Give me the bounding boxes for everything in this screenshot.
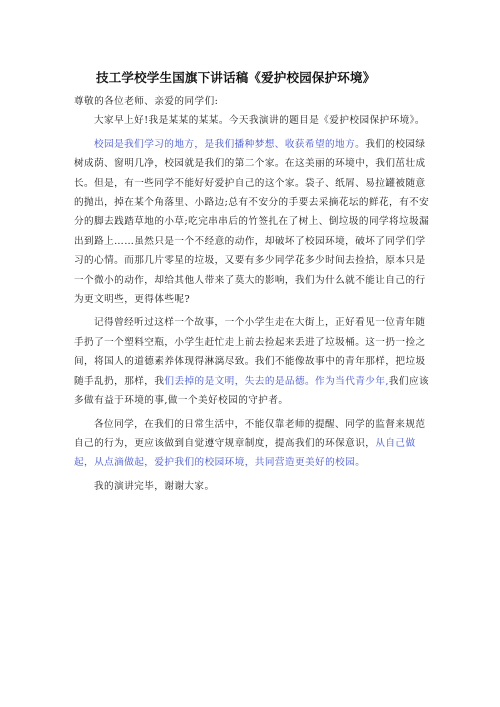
highlighted-sentence: 校园是我们学习的地方，是我们播种梦想、收获希望的地方。 — [94, 138, 366, 150]
paragraph-call-to-action — [74, 415, 434, 473]
highlighted-sentence: 从自己做起，从点滴做起，爱护我们的校园环境，共同营造更美好的校园。 — [74, 437, 416, 469]
highlighted-sentence: 们丢掉的是文明，失去的是品德。作为当代青少年, — [164, 375, 389, 387]
document-body — [74, 92, 434, 496]
greeting-paragraph: 尊敬的各位老师、亲爱的同学们: — [74, 96, 219, 107]
closing-paragraph: 我的演讲完毕，谢谢大家。 — [94, 480, 215, 492]
paragraph-text: 各位同学，在我们的日常生活中，不能仅靠老师的提醒、同学的监督来规范自己的行为，更应该做到自觉遵守规章制度，提高我们的环保意识， — [74, 418, 426, 449]
intro-paragraph: 大家早上好!我是某某的某某。今天我演讲的题目是《爱护校园保护环境》。 — [94, 115, 425, 127]
paragraph-campus — [74, 135, 434, 310]
document-title: 技工学校学生国旗下讲话稿《爱护校园保护环境》 — [96, 70, 376, 85]
paragraph-text: 我们应该多做有益于环境的事,做一个美好校园的守护者。 — [74, 375, 430, 407]
paragraph-story — [74, 313, 434, 410]
paragraph-text: 我们的校园绿树成荫、窗明几净，校园就是我们的第二个家。在这美丽的环境中，我们茁壮成长。但是，有一些同学不能好好爱护自己的这个家。袋子、纸屑、易拉罐被随意的抛出，掉在某个角落里、小路边;总有不安分的手要去采摘花坛的鲜花，有不安分的脚去践踏草地的小草;吃完串串后的竹签扎在了树上、倒垃圾的同学将垃圾漏出到路上……虽然只是一个不经意的动作，却破坏了校园环境，破坏了同学们学习的心情。而那几片零星的垃圾，又要有多少同学花多少时间去捡拾，原本只是一个微小的动作，却给其他人带来了莫大的影响，我们为什么就不能让自己的行为更文明些，更得体些呢? — [74, 138, 430, 306]
paragraph-text: 记得曾经听过这样一个故事，一个小学生走在大街上，正好看见一位青年随手扔了一个塑料空瓶，小学生赶忙走上前去捡起来丢进了垃圾桶。这一扔一捡之间，将国人的道德素养体现得淋漓尽致。我们不能像故事中的青年那样，把垃圾随手乱扔，那样，我 — [74, 317, 426, 387]
